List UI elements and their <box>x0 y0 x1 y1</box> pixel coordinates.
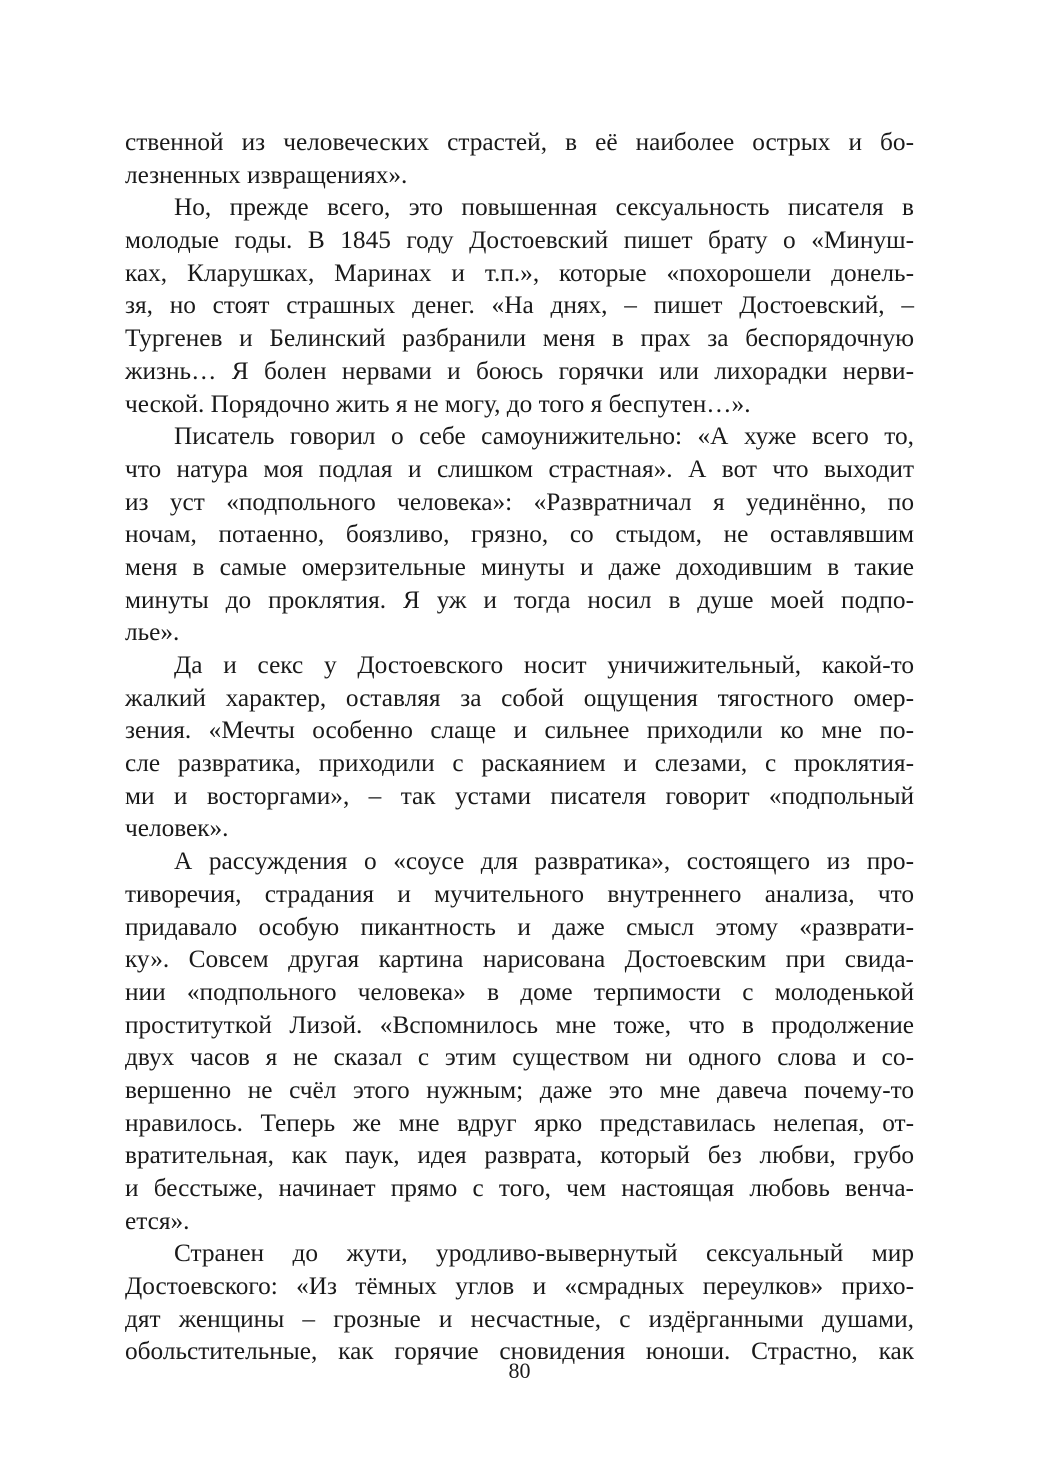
text-line: что натура моя подлая и слишком страстная». А вот что выходит <box>125 454 914 483</box>
text-line: ку». Совсем другая картина нарисована Достоевским при свида- <box>125 945 914 974</box>
text-line: сле развратика, приходили с раскаянием и слезами, с проклятия- <box>125 749 914 778</box>
text-line: обольстительные, как горячие сновидения юноши. Страстно, как <box>125 1337 914 1366</box>
text-line: зя, но стоят страшных денег. «На днях, – пишет Достоевский, – <box>125 291 914 320</box>
text-line: ется». <box>125 1206 190 1235</box>
text-line: нии «подпольного человека» в доме терпимости с молоденькой <box>125 977 914 1006</box>
text-line: меня в самые омерзительные минуты и даже доходившим в такие <box>125 552 914 581</box>
text-line: и бесстыже, начинает прямо с того, чем настоящая любовь венча- <box>125 1174 914 1202</box>
text-line: молодые годы. В 1845 году Достоевский пишет брату о «Минуш- <box>125 226 914 255</box>
text-line: проституткой Лизой. «Вспомнилось мне тоже, что в продолжение <box>125 1010 914 1039</box>
text-line: ческой. Порядочно жить я не могу, до того я беспутен…». <box>125 389 751 418</box>
text-line: минуты до проклятия. Я уж и тогда носил в душе моей подпо- <box>125 585 914 614</box>
text-line: Странен до жути, уродливо-вывернутый сексуальный мир <box>174 1239 914 1268</box>
text-line: лье». <box>125 618 180 647</box>
page-number: 80 <box>508 1358 531 1383</box>
text-line: ках, Кларушках, Маринах и т.п.», которые «похорошели донель- <box>125 258 914 287</box>
paragraph <box>125 1237 914 1368</box>
text-line: А рассуждения о «соусе для развратика», состоящего из про- <box>174 847 914 876</box>
text-line: двух часов я не сказал с этим существом ни одного слова и со- <box>125 1043 914 1072</box>
text-line: жалкий характер, оставляя за собой ощущения тягостного омер- <box>125 683 914 712</box>
paragraph <box>125 845 914 1237</box>
text-line: нравилось. Теперь же мне вдруг ярко представилась нелепая, от- <box>125 1108 914 1137</box>
text-line: зения. «Мечты особенно слаще и сильнее приходили ко мне по- <box>125 716 914 745</box>
paragraph <box>125 649 914 845</box>
paragraph <box>125 420 914 649</box>
text-line: придавало особую пикантность и даже смысл этому «разврати- <box>125 912 914 941</box>
text-line: Тургенев и Белинский разбранили меня в прах за беспорядочную <box>125 324 914 353</box>
text-line: жизнь… Я болен нервами и боюсь горячки или лихорадки нерви- <box>125 356 914 385</box>
text-line: тиворечия, страдания и мучительного внутреннего анализа, что <box>125 879 914 908</box>
paragraph <box>125 191 914 420</box>
text-line: ственной из человеческих страстей, в её наиболее острых и бо- <box>125 128 914 156</box>
text-line: из уст «подпольного человека»: «Развратничал я уединённо, по <box>125 487 914 516</box>
text-line: Достоевского: «Из тёмных углов и «смрадных переулков» прихо- <box>125 1272 914 1301</box>
text-line: Но, прежде всего, это повышенная сексуальность писателя в <box>174 193 914 222</box>
text-line: Писатель говорил о себе самоунижительно: «А хуже всего то, <box>174 422 914 451</box>
text-line: вратительная, как паук, идея разврата, который без любви, грубо <box>125 1141 914 1170</box>
text-line: ночам, потаенно, боязливо, грязно, со стыдом, не оставлявшим <box>125 520 914 549</box>
text-line: Да и секс у Достоевского носит уничижительный, какой-то <box>174 651 914 679</box>
text-line: вершенно не счёл этого нужным; даже это мне давеча почему-то <box>125 1075 914 1104</box>
text-line: человек». <box>125 814 229 843</box>
paragraph <box>125 126 914 191</box>
page-body <box>125 126 914 1368</box>
text-line: ми и восторгами», – так устами писателя говорит «подпольный <box>125 781 914 810</box>
text-line: лезненных извращениях». <box>125 160 408 189</box>
text-line: дят женщины – грозные и несчастные, с издёрганными душами, <box>125 1304 914 1333</box>
